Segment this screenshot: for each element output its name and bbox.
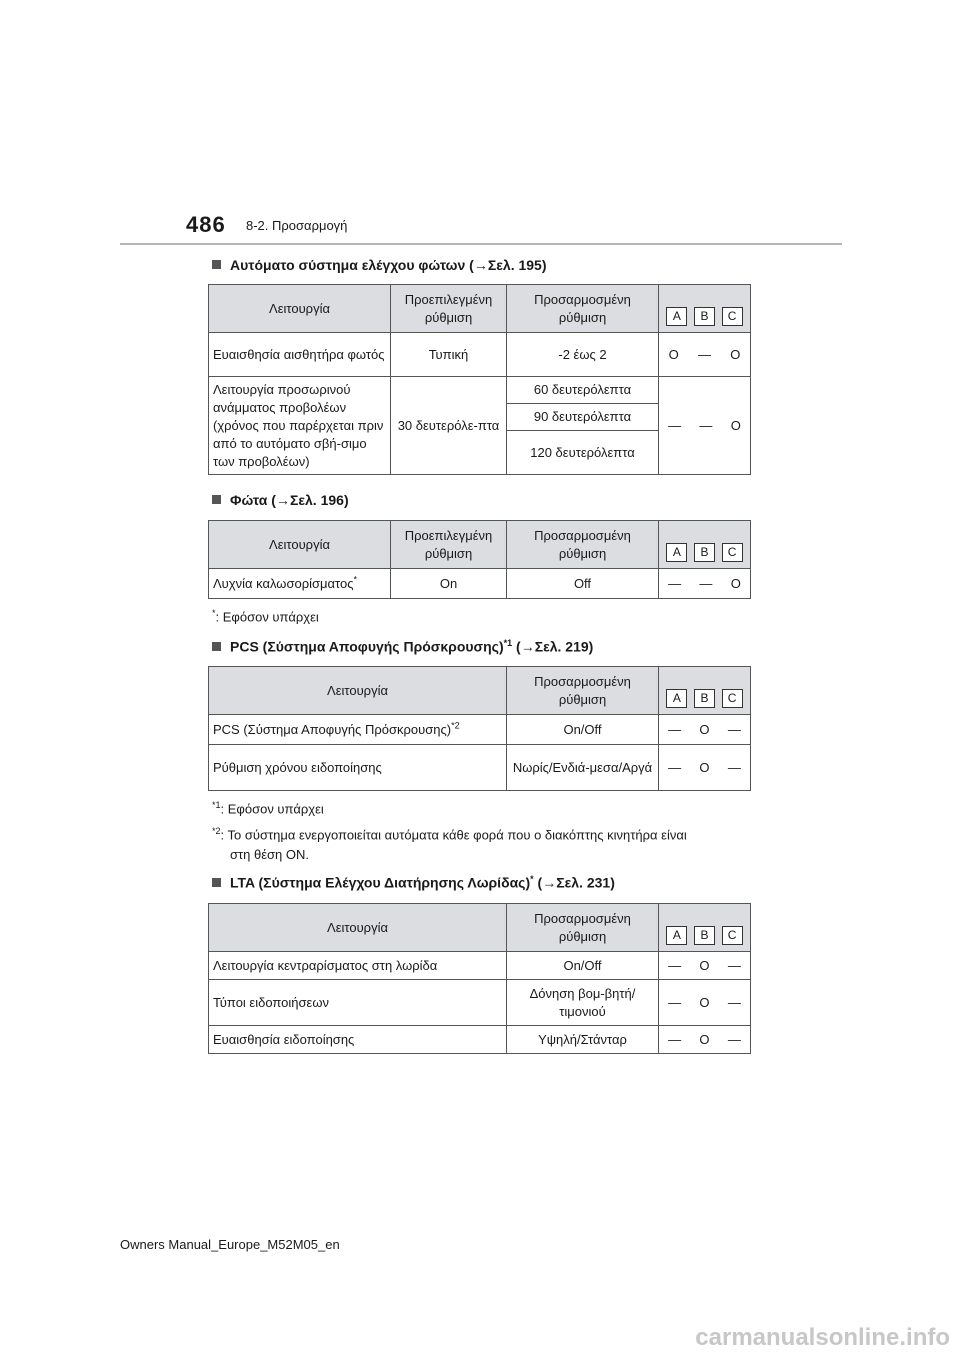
col-header-custom: Προσαρμοσμένη ρύθμιση: [507, 285, 659, 333]
bullet-square-icon: [212, 495, 221, 504]
col-header-abc: [659, 285, 751, 333]
abc-box-a: A: [666, 307, 687, 326]
table-header-row: [209, 667, 751, 715]
header-divider: [120, 243, 842, 245]
table-row: Ευαισθησία αισθητήρα φωτός Τυπική -2 έως 2 O — O: [209, 333, 751, 377]
col-header-function: Λειτουργία: [209, 285, 391, 333]
footnote: *: Εφόσον υπάρχει: [212, 608, 319, 625]
pcs-table: [208, 666, 751, 791]
abc-box-c: C: [722, 307, 743, 326]
heading-pcs: PCS (Σύστημα Αποφυγής Πρόσκρουσης)$^{*1}$ (→Σελ. 219): [212, 638, 593, 655]
footnote: $^{*1}$: Εφόσον υπάρχει $^{*2}$: Το σύστημα ενεργοποιείται αυτόματα κάθε φορά που ο διακόπτης κινητήρα είναι στη θέση ON.: [212, 800, 687, 862]
lights-table: [208, 520, 751, 599]
table-row: PCS (Σύστημα Αποφυγής Πρόσκρουσης)$^{*2}$ On/Off — O —: [209, 715, 751, 745]
bullet-square-icon: [212, 642, 221, 651]
abc-box-c: C: [722, 926, 743, 945]
table-row: Λειτουργία προσωρινού ανάμματος προβολέων (χρόνος που παρέρχεται πριν από το αυτόματο σβή-σιμο των προβολέων) 30 δευτερόλε-πτα 60 δευτερόλεπτα — — O: [209, 377, 751, 404]
col-header-function: Λειτουργία: [209, 904, 507, 952]
abc-box-b: B: [694, 689, 715, 708]
col-header-default: Προεπιλεγμένη ρύθμιση: [391, 285, 507, 333]
abc-box-a: A: [666, 926, 687, 945]
col-header-function: Λειτουργία: [209, 521, 391, 569]
table-row: Ρύθμιση χρόνου ειδοποίησης Νωρίς/Ενδιά-μεσα/Αργά — O —: [209, 745, 751, 791]
abc-box-a: A: [666, 543, 687, 562]
table-row: 90 δευτερόλεπτα: [209, 404, 751, 431]
page-number: 486: [186, 212, 226, 237]
table-header-row: [209, 904, 751, 952]
footer-manual-id: Owners Manual_Europe_M52M05_en: [120, 1237, 340, 1252]
heading-lights: Φώτα (→Σελ. 196): [212, 492, 349, 508]
col-header-custom: Προσαρμοσμένη ρύθμιση: [507, 521, 659, 569]
auto-light-table: [208, 284, 751, 475]
section-label: 8-2. Προσαρμογή: [246, 218, 348, 233]
table-header-row: [209, 521, 751, 569]
bullet-square-icon: [212, 878, 221, 887]
col-header-custom: Προσαρμοσμένη ρύθμιση: [507, 904, 659, 952]
table-row: Λειτουργία κεντραρίσματος στη λωρίδα On/Off — O —: [209, 952, 751, 980]
table-row: Λυχνία καλωσορίσματος* On Off — — O: [209, 569, 751, 599]
table-row: Τύποι ειδοποιήσεων Δόνηση βομ-βητή/τιμονιού — O —: [209, 980, 751, 1026]
abc-box-b: B: [694, 926, 715, 945]
col-header-default: Προεπιλεγμένη ρύθμιση: [391, 521, 507, 569]
col-header-abc: [659, 904, 751, 952]
table-row: Ευαισθησία ειδοποίησης Υψηλή/Στάνταρ — O —: [209, 1026, 751, 1054]
col-header-custom: Προσαρμοσμένη ρύθμιση: [507, 667, 659, 715]
table-row: 120 δευτερόλεπτα: [209, 431, 751, 475]
abc-box-b: B: [694, 543, 715, 562]
lta-table: [208, 903, 751, 1054]
col-header-abc: [659, 521, 751, 569]
abc-box-c: C: [722, 689, 743, 708]
bullet-square-icon: [212, 260, 221, 269]
watermark: carmanualsonline.info: [695, 1324, 950, 1351]
heading-auto-light-control: Αυτόματο σύστημα ελέγχου φώτων (→Σελ. 195): [212, 257, 547, 273]
col-header-function: Λειτουργία: [209, 667, 507, 715]
heading-lta: LTA (Σύστημα Ελέγχου Διατήρησης Λωρίδας)* (→Σελ. 231): [212, 874, 615, 891]
table-header-row: [209, 285, 751, 333]
abc-box-a: A: [666, 689, 687, 708]
abc-box-c: C: [722, 543, 743, 562]
abc-box-b: B: [694, 307, 715, 326]
col-header-abc: [659, 667, 751, 715]
